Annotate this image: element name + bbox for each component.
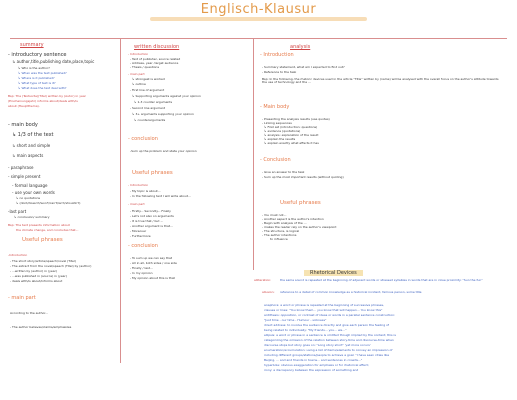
discussion-u11: - Finally / last... [130,266,153,270]
discussion-u2: - In the following text I will write about... [130,194,191,198]
present-line: - simple present [8,174,41,179]
main-phrase-2: - The author believes/claims/emphasizes [10,325,72,329]
analysis-u5: - The structure, is logical [262,229,300,233]
main-phrase-1: According to the author... [10,311,49,315]
question-3: ↳ Where is it published? [18,76,55,80]
discussion-mp2: ↳ outline [132,82,146,86]
discussion-c1: -Sum up the problem and state your opinion [130,149,197,153]
discussion-u3: - Firstly... Secondly... Finally [130,209,171,213]
alliteration-label: alliteration: [254,278,272,282]
discussion-i1: - Text of publisher, source related [130,57,181,61]
rhetoric-r9: discourse stops but story goes on: "Long story short" 'yet more occurs' [264,343,371,347]
question-1: ↳ Who is the author? [18,66,50,70]
analysis-m4: ↳ evidence (quotations) [264,129,301,133]
discussion-i2: - Address, year, target audience [130,61,179,65]
discussion-mp1: ↳ strongest is worked [132,77,165,81]
rhetoric-r11: including different groups/stations/people to achieve a goal: "I have seen cities like [264,353,390,357]
discussion-mp7: ↳ 3+ arguments supporting your opinion [132,112,194,116]
discussion-conclusion: - conclusion [128,136,158,142]
example-line-3: about (Hauptthema). [8,104,40,108]
intro-sub: ↳ author,title,publishing date,place,topic [12,59,95,64]
analysis-heading: analysis [290,44,311,50]
example-line-4: Bsp: The text presents information about [8,223,70,227]
discussion-intro: - Introduction [128,52,149,56]
discussion-u5: - It is true that / but ... [130,219,164,223]
rhetoric-r13: hyperbole: obvious exaggeration for emphasis or for rhetorical effect; [264,363,369,367]
main-part-label-1: - main part [8,295,36,301]
rhetoric-r10: enumeration/accumulation: using a list of items/elements to convey an impression of [264,348,393,352]
discussion-mp4: ↳ Supporting arguments against your opinion [132,94,201,98]
short-line: ↳ short and simple [12,143,51,148]
rhetoric-r12: Beijing, ... and and friends in towns... and sentences in crowds..." [264,358,363,362]
discussion-u6: - Another argument is that... [130,224,173,228]
phrase-4: - ...was published in (source) in (year) [10,274,67,278]
allusion-text: reference to a detail of common knowledge as a historical incident, famous person, some title [280,290,422,294]
allusion-label: allusion: [262,290,275,294]
title-underline [150,17,367,21]
avoid-line: ↳ (dont/doesn't/won't/can't/isn't/shouldn't) [16,201,81,205]
rhetoric-r2: clauses or lines: "You know them... you know that will happen... You know this" [264,308,383,312]
phrase-3: - ...written by (author) in (year) [10,269,58,273]
phrase-5: - deals with/is about/informs about [10,279,63,283]
no-quotation-line: ↳ no quotations [16,196,41,200]
rhetoric-heading: Rhetorical Devices [304,270,363,276]
intro-line: - introductory sentence [8,52,67,58]
analysis-u4: - makes the reader rely on the author's viewpoint [262,225,337,229]
example-line-5: the climate change, and concludes that... [16,228,79,232]
analysis-u2: - Another aspect is the author's intention [262,217,324,221]
useful-phrases-heading-1: Useful phrases [22,237,63,243]
discussion-i3: - Thesis / questions [130,65,160,69]
analysis-m6: ↳ explain the results [264,137,296,141]
analysis-i1: - Summary statement, what am I expected to find out? [262,65,345,69]
divider-col2 [253,38,254,270]
discussion-heading: written discussion [134,44,180,50]
summary-heading: summary [20,42,44,48]
analysis-m7: ↳ explain exactly what effects it has [264,141,319,145]
example-line-1: Bsp: The (Textsorte)(Titel) written by (Autor) in year [8,94,86,98]
phrase-2: - The extract from the novel/speech (Titel) by (author) [10,264,92,268]
discussion-u4: - Let's not also on arguments [130,214,174,218]
rhetoric-r7: ellipsis: a word or phrase in a sentence is omitted though implied by the context; this is [264,333,396,337]
paraphrase-line: - paraphrase [8,165,34,170]
discussion-u1: - My topic is about... [130,189,161,193]
divider-top [10,38,507,39]
divider-col1 [120,38,121,363]
analysis-c2: - Sum up the most important results (without quoting) [262,175,344,179]
discussion-u10: - All in all, both sides / one side [130,261,177,265]
analysis-u1: - You must not... [262,213,287,217]
discussion-main: - main part [128,72,145,76]
analysis-m2: - Linking sequences [262,121,292,125]
rhetoric-r1: anaphora: a word or phrase is repeated at the beginning of successive phrases, [264,303,384,307]
rhetoric-r4: "Just time - our time - Humour - sickness" [264,318,327,322]
analysis-intro: - Introduction [260,52,294,58]
discussion-conclusion-2: - conclusion [128,243,158,249]
discussion-mp6: - Second line argument [130,106,166,110]
formal-line: - formal language [12,183,48,188]
analysis-i2: - Reference to the task [262,70,297,74]
rhetoric-r6: being related to individually: "My friends... you... we..." [264,328,347,332]
rhetoric-r5: direct address: to involve the audience directly and give each person the feeling of [264,323,389,327]
analysis-m5: ↳ analysis: explanation of the result [264,133,319,137]
page-title: Englisch-Klausur [200,2,317,17]
discussion-intro-2: - Introduction [128,183,149,187]
analysis-conclusion: - Conclusion [260,157,291,163]
analysis-u7: to influence [270,237,288,241]
rhetoric-section [254,270,512,398]
discussion-u9: - To sum up we can say that [130,256,173,260]
discussion-mp5: ↳ 1-3 counter arguments [134,100,173,104]
analysis-m1: - Presenting the analysis results (use quotes) [262,117,330,121]
aspects-line: ↳ main aspects [12,153,44,158]
discussion-main-2: - main part [128,202,145,206]
phrase-1: - The short story/article/speech/novel (Titel) [10,259,76,263]
example-line-2: (Erscheinungsjahr) informs about/deals with/is [8,99,78,103]
analysis-main: - Main body [260,104,290,110]
intro-label-1: -Introduction [8,253,28,257]
analysis-m3: ↳ First aid (introduction: questions) [264,125,318,129]
rhetoric-r3: antithesis: opposition, or contrast of ideas or words in a parallel sentence construction: [264,313,396,317]
discussion-u12: - In my opinion [130,271,153,275]
question-2: ↳ When was the text published? [18,71,67,75]
useful-phrases-heading-3: Useful phrases [280,200,321,206]
last-part-line: -last part [8,209,27,214]
discussion-mp3: - First line of argument [130,88,165,92]
rhetoric-r8: categorizing the omission of the relation between story-time and discourse-time when [264,338,394,342]
discussion-mp8: ↳ counterarguments [134,118,166,122]
third-line: ↳ 1/3 of the text [12,132,54,138]
analysis-i3: Bsp: In the following, the rhetoric devices used in the article "Title" written by (name) will be analysed with the overall focus on the author's attitude towards the use of technology and the ... [262,77,499,85]
discussion-u8: - Furthermore [130,234,151,238]
conclusion-line: ↳ conclusion/ summary [14,215,50,219]
analysis-u6: - The author intentions [262,233,297,237]
discussion-u7: - Moreover [130,229,147,233]
question-4: ↳ What type of text is it? [18,81,56,85]
rhetoric-r14: irony: a discrepancy between the expression of something and [264,368,359,372]
useful-phrases-heading-2: Useful phrases [132,170,173,176]
analysis-c1: - Give an answer to the task [262,170,305,174]
discussion-u13: - My opinion about this is that [130,276,175,280]
question-5: ↳ What does the text deal with? [18,86,67,90]
analysis-u3: - Begin with analysis of the ... [262,221,307,225]
own-words-line: - use your own words [12,190,55,195]
main-body-line: - main body [8,122,38,128]
alliteration-text: the same sound is repeated at the beginning of adjacent words or stressed syllables in words that are in close proximity: "Sun the fun" [280,278,483,282]
